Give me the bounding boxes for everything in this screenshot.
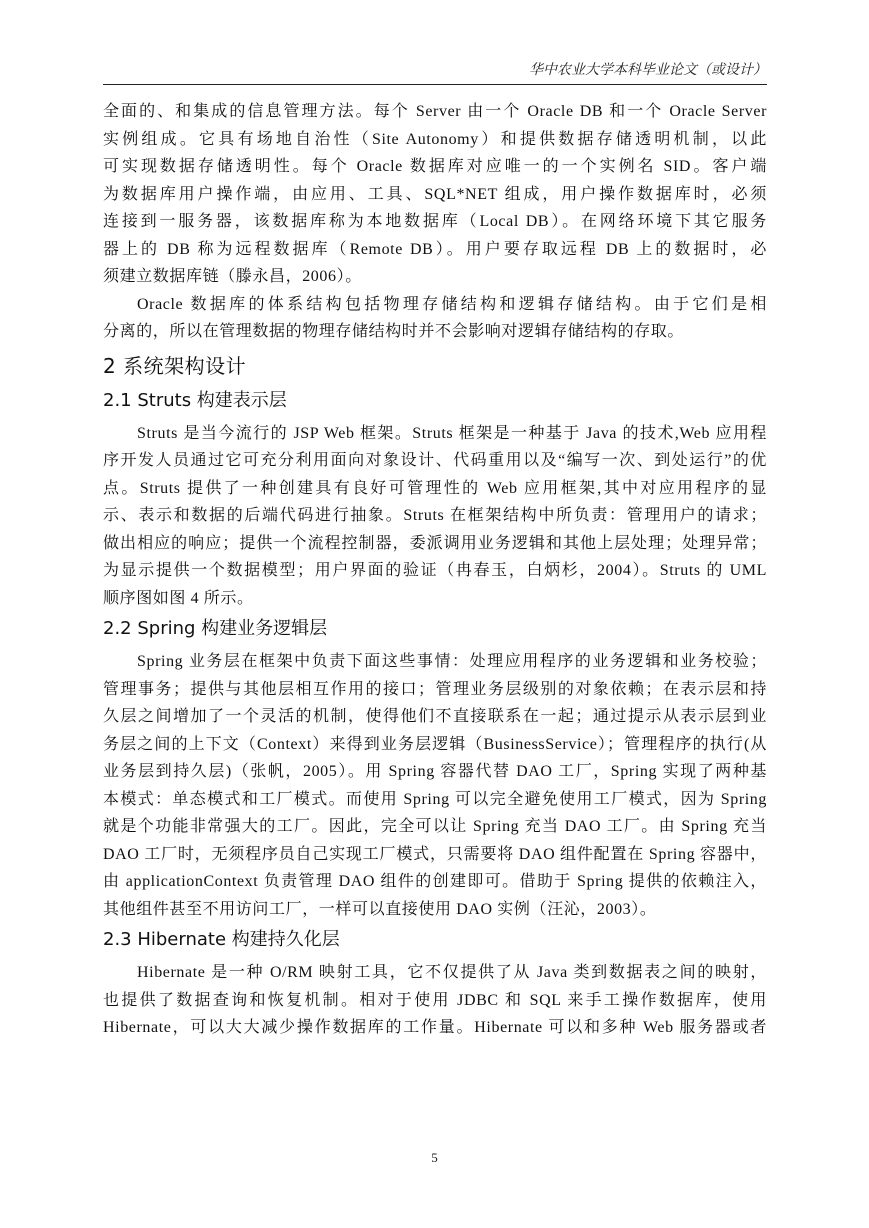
text-line: Hibernate，可以大大减少操作数据库的工作量。Hibernate 可以和多种 Web 服务器或者 <box>103 1019 767 1036</box>
text-line: 顺序图如图 4 所示。 <box>103 589 254 607</box>
paragraph-oracle-architecture <box>103 291 767 346</box>
header-title: 华中农业大学本科毕业论文（或设计） <box>529 63 767 78</box>
running-header <box>103 62 767 85</box>
subsection-heading-2-3: 2.3 Hibernate 构建持久化层 <box>103 929 340 950</box>
subsection-heading-2-1: 2.1 Struts 构建表示层 <box>103 389 287 411</box>
text-line: 全面的、和集成的信息管理方法。每个 Server 由一个 Oracle DB 和一个 Oracle Server <box>103 103 767 120</box>
text-line: Oracle 数据库的体系结构包括物理存储结构和逻辑存储结构。由于它们是相 <box>137 295 767 313</box>
text-line: 分离的，所以在管理数据的物理存储结构时并不会影响对逻辑存储结构的存取。 <box>103 323 685 340</box>
text-line: 管理事务；提供与其他层相互作用的接口；管理业务层级别的对象依赖；在表示层和持 <box>103 680 767 698</box>
text-line: 也提供了数据查询和恢复机制。相对于使用 JDBC 和 SQL 来手工操作数据库，使用 <box>103 991 767 1009</box>
text-line: 由 applicationContext 负责管理 DAO 组件的创建即可。借助于 Spring 提供的依赖注入， <box>103 873 767 890</box>
text-line: Spring 业务层在框架中负责下面这些事情：处理应用程序的业务逻辑和业务校验； <box>137 653 767 670</box>
text-line: Hibernate 是一种 O/RM 映射工具，它不仅提供了从 Java 类到数据表之间的映射， <box>137 964 767 981</box>
paragraph-oracle-overview <box>103 98 767 291</box>
text-line: 连接到一服务器，该数据库称为本地数据库（Local DB）。在网络环境下其它服务 <box>103 213 767 230</box>
page-number: 5 <box>431 1150 438 1165</box>
paragraph-hibernate <box>103 959 767 1042</box>
text-line: Struts 是当今流行的 JSP Web 框架。Struts 框架是一种基于 Java 的技术,Web 应用程 <box>137 424 767 442</box>
section-heading-2: 2 系统架构设计 <box>103 353 247 378</box>
text-line: DAO 工厂时，无须程序员自己实现工厂模式，只需要将 DAO 组件配置在 Spring 容器中， <box>103 845 767 863</box>
text-line: 做出相应的响应；提供一个流程控制器，委派调用业务逻辑和其他上层处理；处理异常； <box>103 534 767 552</box>
text-line: 为数据库用户操作端，由应用、工具、SQL*NET 组成，用户操作数据库时，必须 <box>103 185 767 203</box>
text-line: 可实现数据存储透明性。每个 Oracle 数据库对应唯一的一个实例名 SID。客户端 <box>103 158 767 175</box>
text-line: 点。Struts 提供了一种创建具有良好可管理性的 Web 应用框架,其中对应用程序的显 <box>103 479 767 497</box>
text-line: 为显示提供一个数据模型；用户界面的验证（冉春玉，白炳杉，2004）。Struts 的 UML <box>103 562 767 579</box>
text-line: 就是个功能非常强大的工厂。因此，完全可以让 Spring 充当 DAO 工厂。由 Spring 充当 <box>103 818 767 835</box>
text-line: 务层之间的上下文（Context）来得到业务层逻辑（BusinessService）；管理程序的执行(从 <box>103 735 767 753</box>
text-line: 其他组件甚至不用访问工厂，一样可以直接使用 DAO 实例（汪沁，2003）。 <box>103 900 657 918</box>
text-line: 久层之间增加了一个灵活的机制，使得他们不直接联系在一起；通过提示从表示层到业 <box>103 708 767 725</box>
text-line: 本模式：单态模式和工厂模式。而使用 Spring 可以完全避免使用工厂模式，因为 Spring <box>103 790 767 808</box>
text-line: 器上的 DB 称为远程数据库（Remote DB）。用户要存取远程 DB 上的数据时，必 <box>103 240 767 258</box>
text-line: 示、表示和数据的后端代码进行抽象。Struts 在框架结构中所负责：管理用户的请求； <box>103 507 767 524</box>
paragraph-struts <box>103 420 767 613</box>
text-line: 须建立数据库链（滕永昌，2006）。 <box>103 268 362 285</box>
text-line: 业务层到持久层)（张帆，2005）。用 Spring 容器代替 DAO 工厂，Spring 实现了两种基 <box>103 763 767 780</box>
paragraph-spring <box>103 648 767 923</box>
subsection-heading-2-2: 2.2 Spring 构建业务逻辑层 <box>103 618 328 639</box>
page-body <box>103 98 767 1042</box>
text-line: 实例组成。它具有场地自治性（Site Autonomy）和提供数据存储透明机制，以此 <box>103 130 767 148</box>
text-line: 序开发人员通过它可充分利用面向对象设计、代码重用以及“编写一次、到处运行”的优 <box>103 452 767 469</box>
